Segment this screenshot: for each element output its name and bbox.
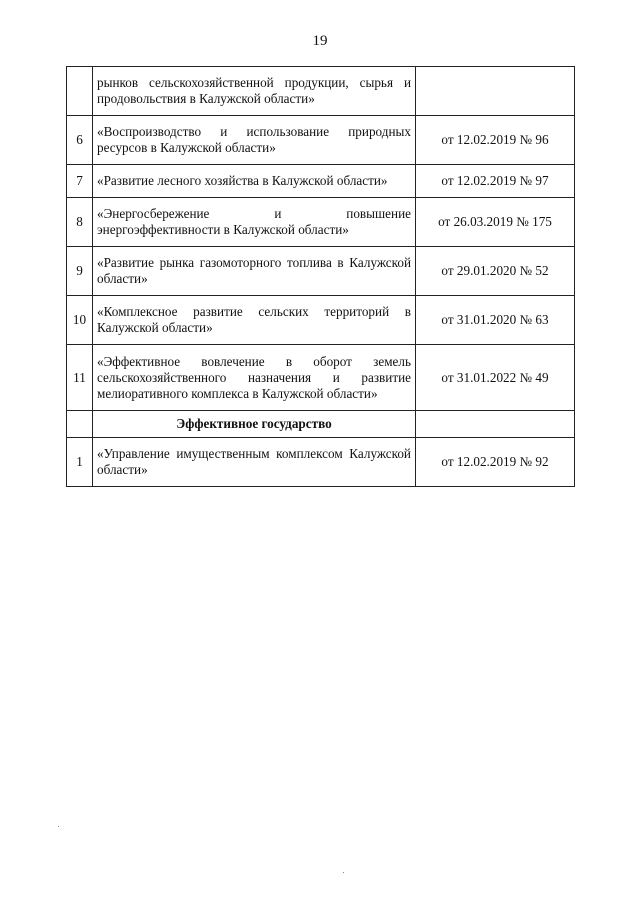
table-row — [67, 345, 575, 411]
table-row — [67, 438, 575, 487]
section-header-row — [67, 411, 575, 438]
row-number-cell: 10 — [67, 296, 93, 345]
resolution-date-cell: от 12.02.2019 № 97 — [416, 165, 575, 198]
row-number-cell: 6 — [67, 116, 93, 165]
table-row — [67, 165, 575, 198]
table-row — [67, 198, 575, 247]
program-name-cell: «Комплексное развитие сельских территорий в Калужской области» — [93, 296, 416, 345]
program-name-cell: «Управление имущественным комплексом Калужской области» — [93, 438, 416, 487]
program-name-cell: «Воспроизводство и использование природных ресурсов в Калужской области» — [93, 116, 416, 165]
resolution-date-cell: от 29.01.2020 № 52 — [416, 247, 575, 296]
table-row — [67, 116, 575, 165]
table-row — [67, 247, 575, 296]
resolution-date-cell — [416, 67, 575, 116]
table-row — [67, 296, 575, 345]
row-number-cell: 8 — [67, 198, 93, 247]
page-number: 19 — [312, 33, 328, 49]
row-number-cell — [67, 67, 93, 116]
scan-speck — [58, 826, 59, 827]
program-name-cell: рынков сельскохозяйственной продукции, сырья и продовольствия в Калужской области» — [93, 67, 416, 116]
resolution-date-cell: от 31.01.2020 № 63 — [416, 296, 575, 345]
section-title: Эффективное государство — [93, 411, 416, 438]
resolution-date-cell: от 12.02.2019 № 92 — [416, 438, 575, 487]
table-row-continuation — [67, 67, 575, 116]
programs-table — [66, 66, 575, 487]
resolution-date-cell: от 31.01.2022 № 49 — [416, 345, 575, 411]
row-number-cell: 7 — [67, 165, 93, 198]
program-name-cell: «Энергосбережение и повышение энергоэффективности в Калужской области» — [93, 198, 416, 247]
resolution-date-cell: от 12.02.2019 № 96 — [416, 116, 575, 165]
row-number-cell: 11 — [67, 345, 93, 411]
scan-speck — [343, 872, 344, 873]
resolution-date-cell — [416, 411, 575, 438]
program-name-cell: «Развитие лесного хозяйства в Калужской области» — [93, 165, 416, 198]
row-number-cell: 9 — [67, 247, 93, 296]
row-number-cell — [67, 411, 93, 438]
program-name-cell: «Эффективное вовлечение в оборот земель сельскохозяйственного назначения и развитие мелиоративного комплекса в Калужской области» — [93, 345, 416, 411]
row-number-cell: 1 — [67, 438, 93, 487]
program-name-cell: «Развитие рынка газомоторного топлива в Калужской области» — [93, 247, 416, 296]
resolution-date-cell: от 26.03.2019 № 175 — [416, 198, 575, 247]
